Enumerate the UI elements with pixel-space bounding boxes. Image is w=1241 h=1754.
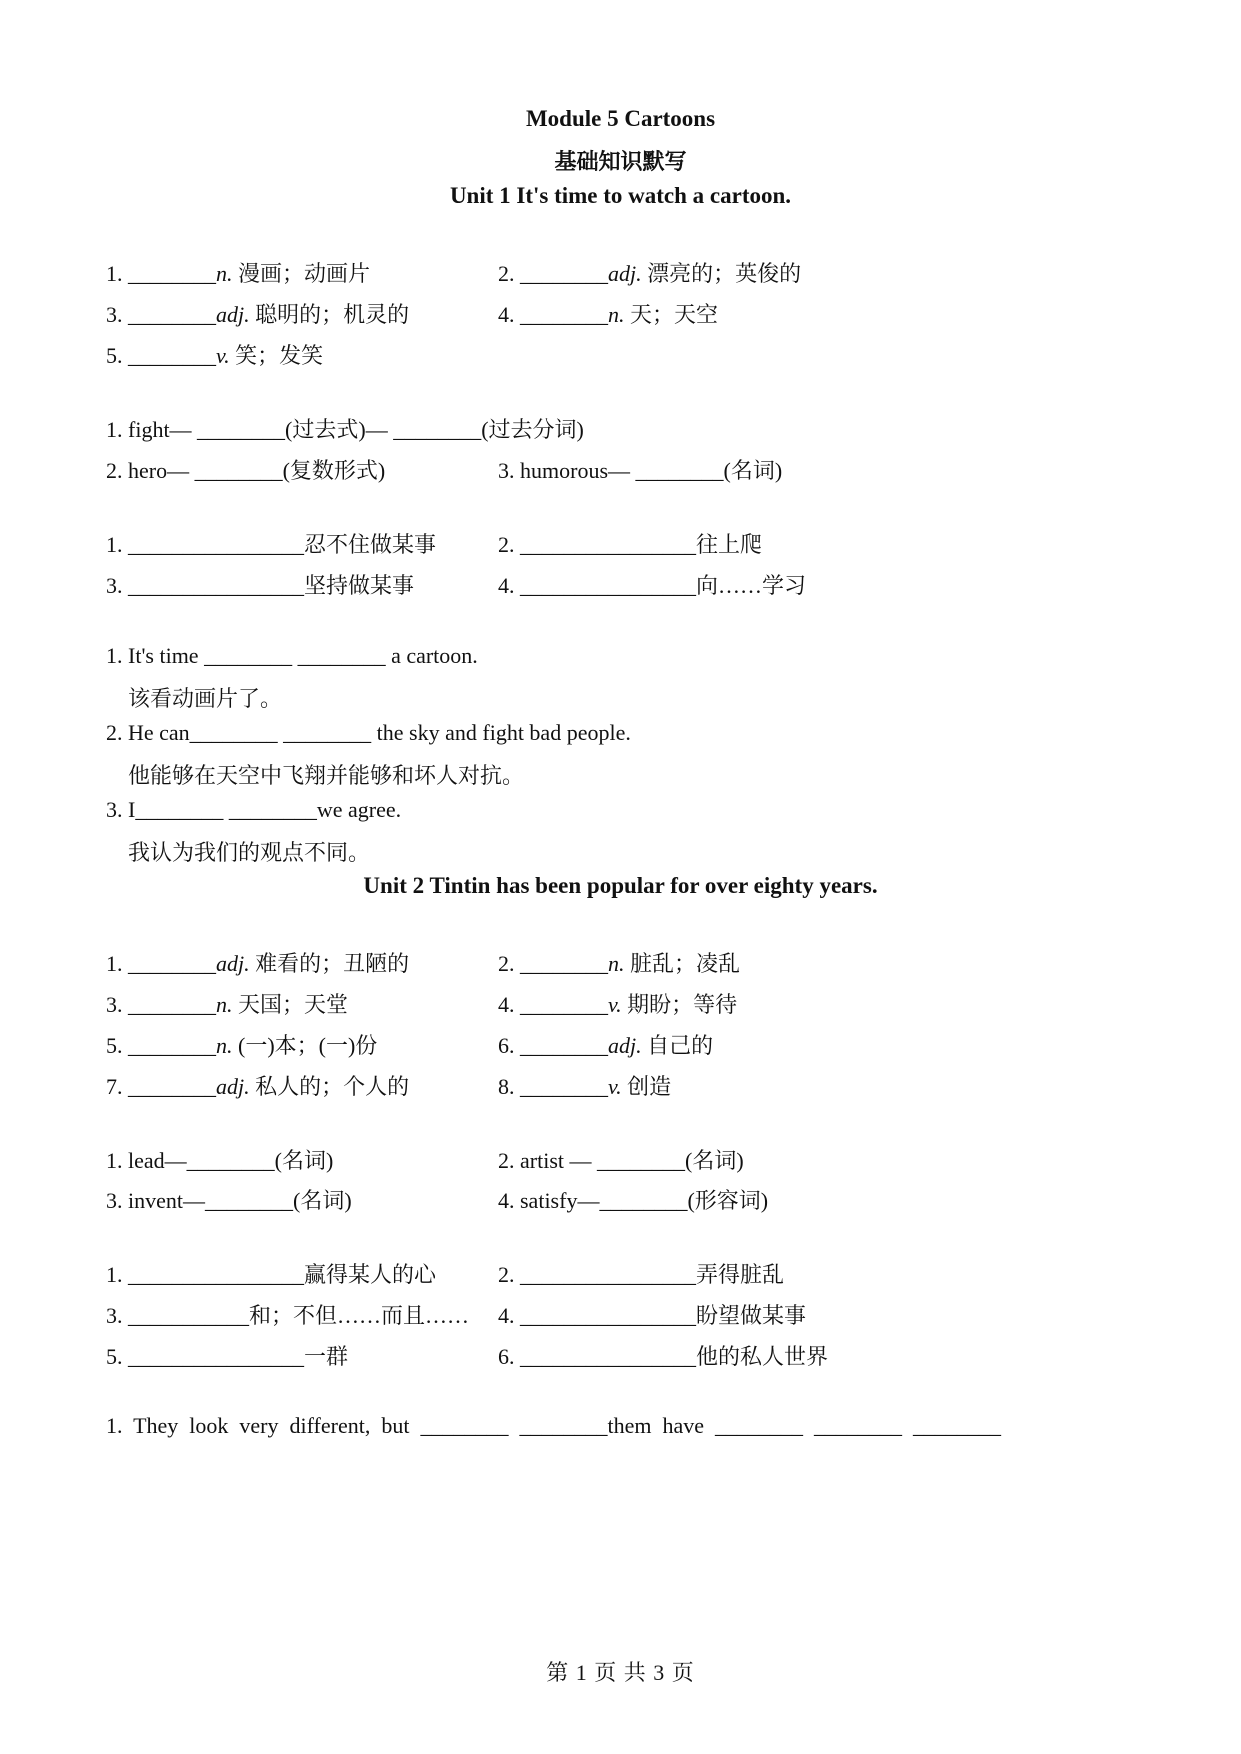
unit1-sentence-2-translation: 他能够在天空中飞翔并能够和坏人对抗。 [128,763,525,788]
unit1-form-1: 1. fight— ________(过去式)— ________(过去分词) [106,417,584,442]
unit2-form-2: 2. artist — ________(名词) [498,1148,744,1173]
page-number: 第 1 页 共 3 页 [546,1660,695,1685]
unit1-vocab-4: 4. ________n. 天；天空 [498,302,719,327]
unit2-vocab-1: 1. ________adj. 难看的；丑陋的 [106,951,410,976]
unit2-phrase-6: 6. ________________他的私人世界 [498,1344,829,1369]
unit1-phrase-2: 2. ________________往上爬 [498,532,763,557]
unit1-vocab-3: 3. ________adj. 聪明的；机灵的 [106,302,410,327]
unit1-sentence-1: 1. It's time ________ ________ a cartoon. [106,643,478,668]
unit1-vocab-2: 2. ________adj. 漂亮的；英俊的 [498,261,802,286]
unit2-form-1: 1. lead—________(名词) [106,1148,334,1173]
unit2-form-4: 4. satisfy—________(形容词) [498,1188,769,1213]
unit1-form-3: 3. humorous— ________(名词) [498,458,783,483]
unit2-vocab-6: 6. ________adj. 自己的 [498,1033,714,1058]
unit2-phrase-5: 5. ________________一群 [106,1344,349,1369]
unit1-sentence-3-translation: 我认为我们的观点不同。 [128,840,371,865]
unit2-vocab-3: 3. ________n. 天国；天堂 [106,992,349,1017]
unit2-vocab-4: 4. ________v. 期盼；等待 [498,992,738,1017]
unit1-phrase-3: 3. ________________坚持做某事 [106,573,415,598]
unit1-sentence-2: 2. He can________ ________ the sky and fight bad people. [106,720,631,745]
worksheet-subtitle: 基础知识默写 [554,150,687,175]
unit1-phrase-4: 4. ________________向……学习 [498,573,807,598]
unit1-phrase-1: 1. ________________忍不住做某事 [106,532,437,557]
unit2-vocab-5: 5. ________n. (一)本；(一)份 [106,1033,378,1058]
unit2-phrase-3: 3. ___________和；不但……而且…… [106,1303,470,1328]
unit1-title: Unit 1 It's time to watch a cartoon. [449,183,792,208]
module-title: Module 5 Cartoons [525,106,716,131]
unit1-sentence-1-translation: 该看动画片了。 [128,686,283,711]
unit2-phrase-1: 1. ________________赢得某人的心 [106,1262,437,1287]
unit2-title: Unit 2 Tintin has been popular for over eighty years. [363,873,878,898]
unit1-vocab-5: 5. ________v. 笑；发笑 [106,343,324,368]
unit2-phrase-4: 4. ________________盼望做某事 [498,1303,807,1328]
unit2-sentence-1: 1. They look very different, but ________ ________them have ________ ________ ________ [106,1413,1001,1438]
unit1-sentence-3: 3. I________ ________we agree. [106,797,402,822]
unit2-phrase-2: 2. ________________弄得脏乱 [498,1262,785,1287]
unit2-form-3: 3. invent—________(名词) [106,1188,352,1213]
unit1-form-2: 2. hero— ________(复数形式) [106,458,386,483]
unit2-vocab-7: 7. ________adj. 私人的；个人的 [106,1074,410,1099]
unit2-vocab-2: 2. ________n. 脏乱；凌乱 [498,951,741,976]
unit1-vocab-1: 1. ________n. 漫画；动画片 [106,261,371,286]
unit2-vocab-8: 8. ________v. 创造 [498,1074,672,1099]
